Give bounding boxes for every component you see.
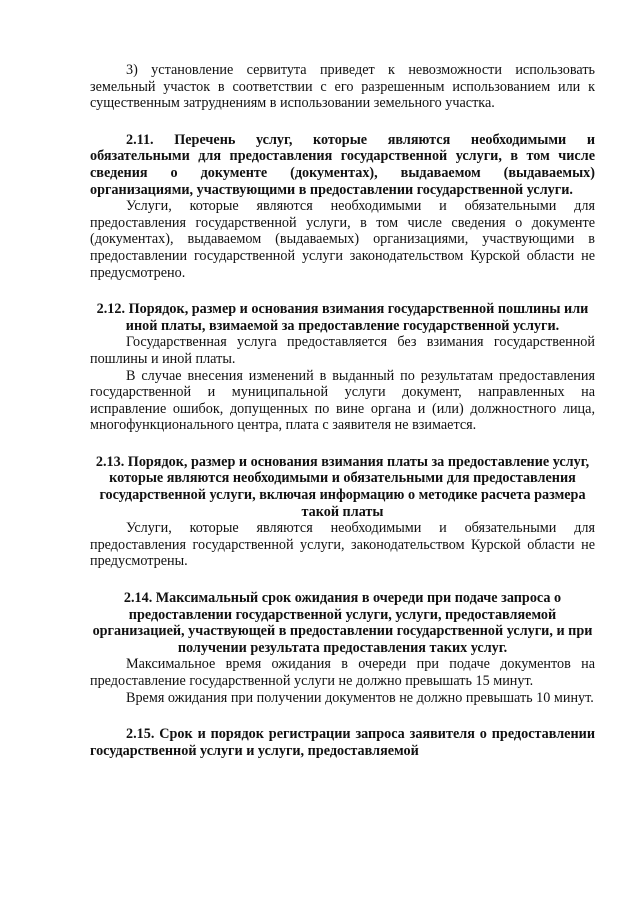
section-2-14-paragraph-1: Максимальное время ожидания в очереди при подаче документов на предоставление государственной услуги не должно превышать 15 минут. (90, 656, 595, 689)
section-2-12-paragraph-1: Государственная услуга предоставляется без взимания государственной пошлины и иной платы. (90, 334, 595, 367)
section-2-11-heading: 2.11. Перечень услуг, которые являются необходимыми и обязательными для предоставления государственной услуги, в том числе сведения о документе (документах), выдаваемом (выдаваемых) организациями, участвующими в предоставлении государственной услуги. (90, 131, 595, 198)
spacer (90, 112, 595, 132)
section-2-11-paragraph: Услуги, которые являются необходимыми и обязательными для предоставления государственной услуги, в том числе сведения о документе (документах), выдаваемом (выдаваемых) организациями, участвующими в предоставлении государственной услуги законодательством Курской области не предусмотрено. (90, 198, 595, 281)
section-2-12-heading: 2.12. Порядок, размер и основания взимания государственной пошлины или иной платы, взимаемой за предоставление государственной услуги. (96, 301, 589, 334)
section-2-15-heading: 2.15. Срок и порядок регистрации запроса заявителя о предоставлении государственной услуги и услуги, предоставляемой (90, 726, 595, 759)
section-2-12-paragraph-2: В случае внесения изменений в выданный по результатам предоставления государственной и муниципальной услуги документ, направленных на исправление ошибок, допущенных по вине органа и (или) должностного лица, многофункционального центра, плата с заявителя не взимается. (90, 367, 595, 434)
section-2-13-paragraph: Услуги, которые являются необходимыми и обязательными для предоставления государственной услуги, законодательством Курской области не предусмотрены. (90, 520, 595, 570)
document-page (90, 62, 595, 759)
spacer (90, 570, 595, 590)
section-2-13-heading: 2.13. Порядок, размер и основания взимания платы за предоставление услуг, которые являются необходимыми и обязательными для предоставления государственной услуги, включая информацию о методике расчета размера такой платы (95, 453, 590, 520)
spacer (90, 434, 595, 454)
spacer (90, 281, 595, 301)
section-2-14-paragraph-2: Время ожидания при получении документов не должно превышать 10 минут. (126, 689, 594, 706)
section-2-14-heading: 2.14. Максимальный срок ожидания в очереди при подаче запроса о предоставлении государственной услуги, услуги, предоставляемой организацией, участвующей в предоставлении государственной услуги, и при получении результата предоставления таких услуг. (92, 590, 593, 656)
spacer (90, 706, 595, 726)
intro-paragraph: 3) установление сервитута приведет к невозможности использовать земельный участок в соответствии с его разрешенным использованием или к существенным затруднениям в использовании земельного участка. (90, 62, 595, 112)
